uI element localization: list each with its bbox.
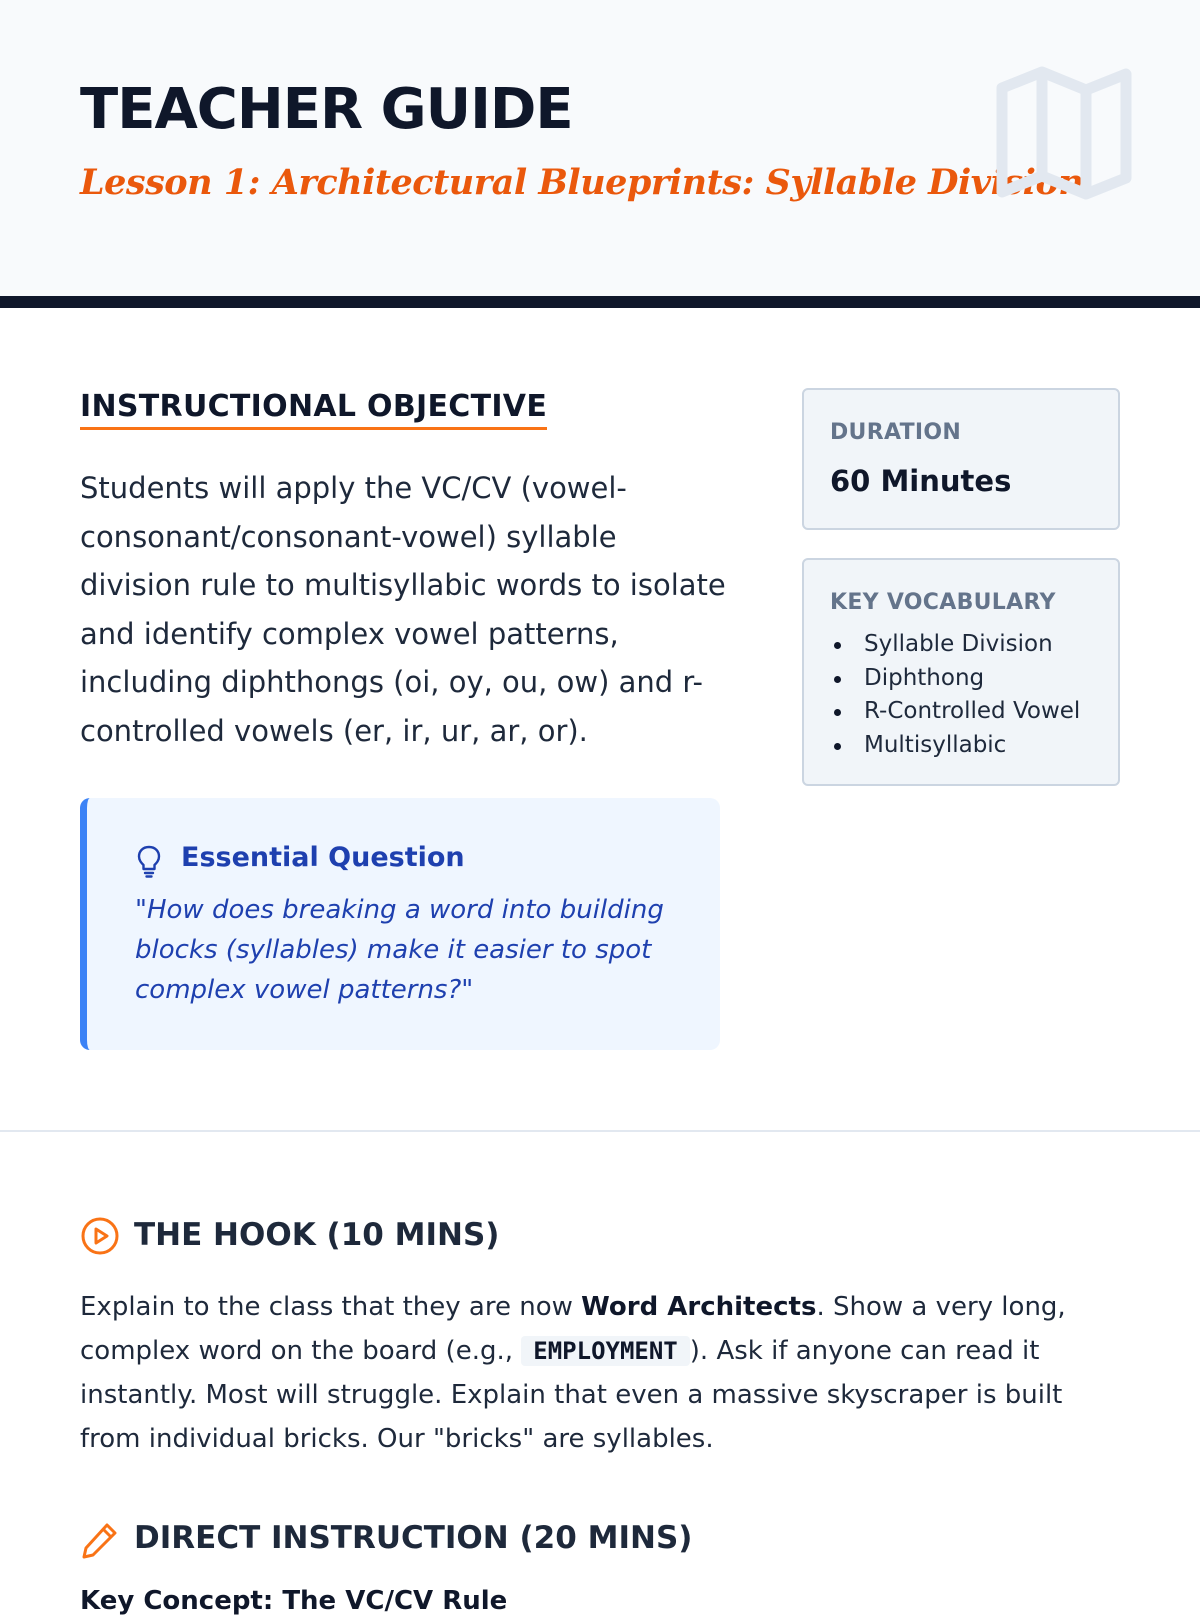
- vocabulary-list: [830, 628, 1080, 762]
- duration-value: 60 Minutes: [830, 464, 1012, 498]
- objective-heading: INSTRUCTIONAL OBJECTIVE: [80, 390, 547, 430]
- play-circle-icon: [80, 1216, 120, 1256]
- duration-card: [802, 388, 1120, 530]
- essential-question-title: Essential Question: [181, 842, 465, 873]
- duration-label: DURATION: [830, 420, 962, 445]
- example-word-code: EMPLOYMENT: [521, 1336, 690, 1366]
- vocabulary-card: [802, 558, 1120, 786]
- hook-text: [80, 1285, 1125, 1461]
- page-title: TEACHER GUIDE: [80, 77, 573, 142]
- vocabulary-item: Syllable Division: [830, 628, 1080, 662]
- direct-instruction-heading: DIRECT INSTRUCTION (20 MINS): [134, 1520, 693, 1556]
- objective-text: Students will apply the VC/CV (vowel-consonant/consonant-vowel) syllable division rule to multisyllabic words to isolate and identify complex vowel patterns, including diphthongs (oi, oy, ou, ow) and r-controlled vowels (er, ir, ur, ar, or).: [80, 471, 726, 748]
- lightbulb-icon: [135, 844, 163, 878]
- vocabulary-label: KEY VOCABULARY: [830, 590, 1056, 615]
- vocabulary-item: R-Controlled Vowel: [830, 695, 1080, 729]
- vocabulary-item: Diphthong: [830, 662, 1080, 696]
- section-divider: [0, 1130, 1200, 1132]
- hook-emphasis: Word Architects: [581, 1292, 817, 1322]
- hook-text-part: Explain to the class that they are now: [80, 1292, 582, 1322]
- hook-text-part: ). Ask if anyone can read it instantly. Most will struggle. Explain that even a massive skyscraper is built from individual bricks. Our "bricks" are syllables.: [80, 1336, 1063, 1454]
- essential-question-callout: [80, 798, 720, 1050]
- essential-question-text: "How does breaking a word into building blocks (syllables) make it easier to spot complex vowel patterns?": [135, 895, 664, 1005]
- pencil-icon: [80, 1520, 120, 1560]
- key-concept-line: Key Concept: The VC/CV Rule: [80, 1586, 508, 1616]
- hook-text-part: . Show a very long, complex word on the board (e.g.,: [80, 1292, 1066, 1366]
- page-header: [0, 0, 1200, 308]
- lesson-subtitle: Lesson 1: Architectural Blueprints: Syllable Division: [80, 162, 1084, 203]
- hook-heading: THE HOOK (10 MINS): [134, 1217, 500, 1253]
- map-icon: [994, 66, 1134, 200]
- vocabulary-item: Multisyllabic: [830, 729, 1080, 763]
